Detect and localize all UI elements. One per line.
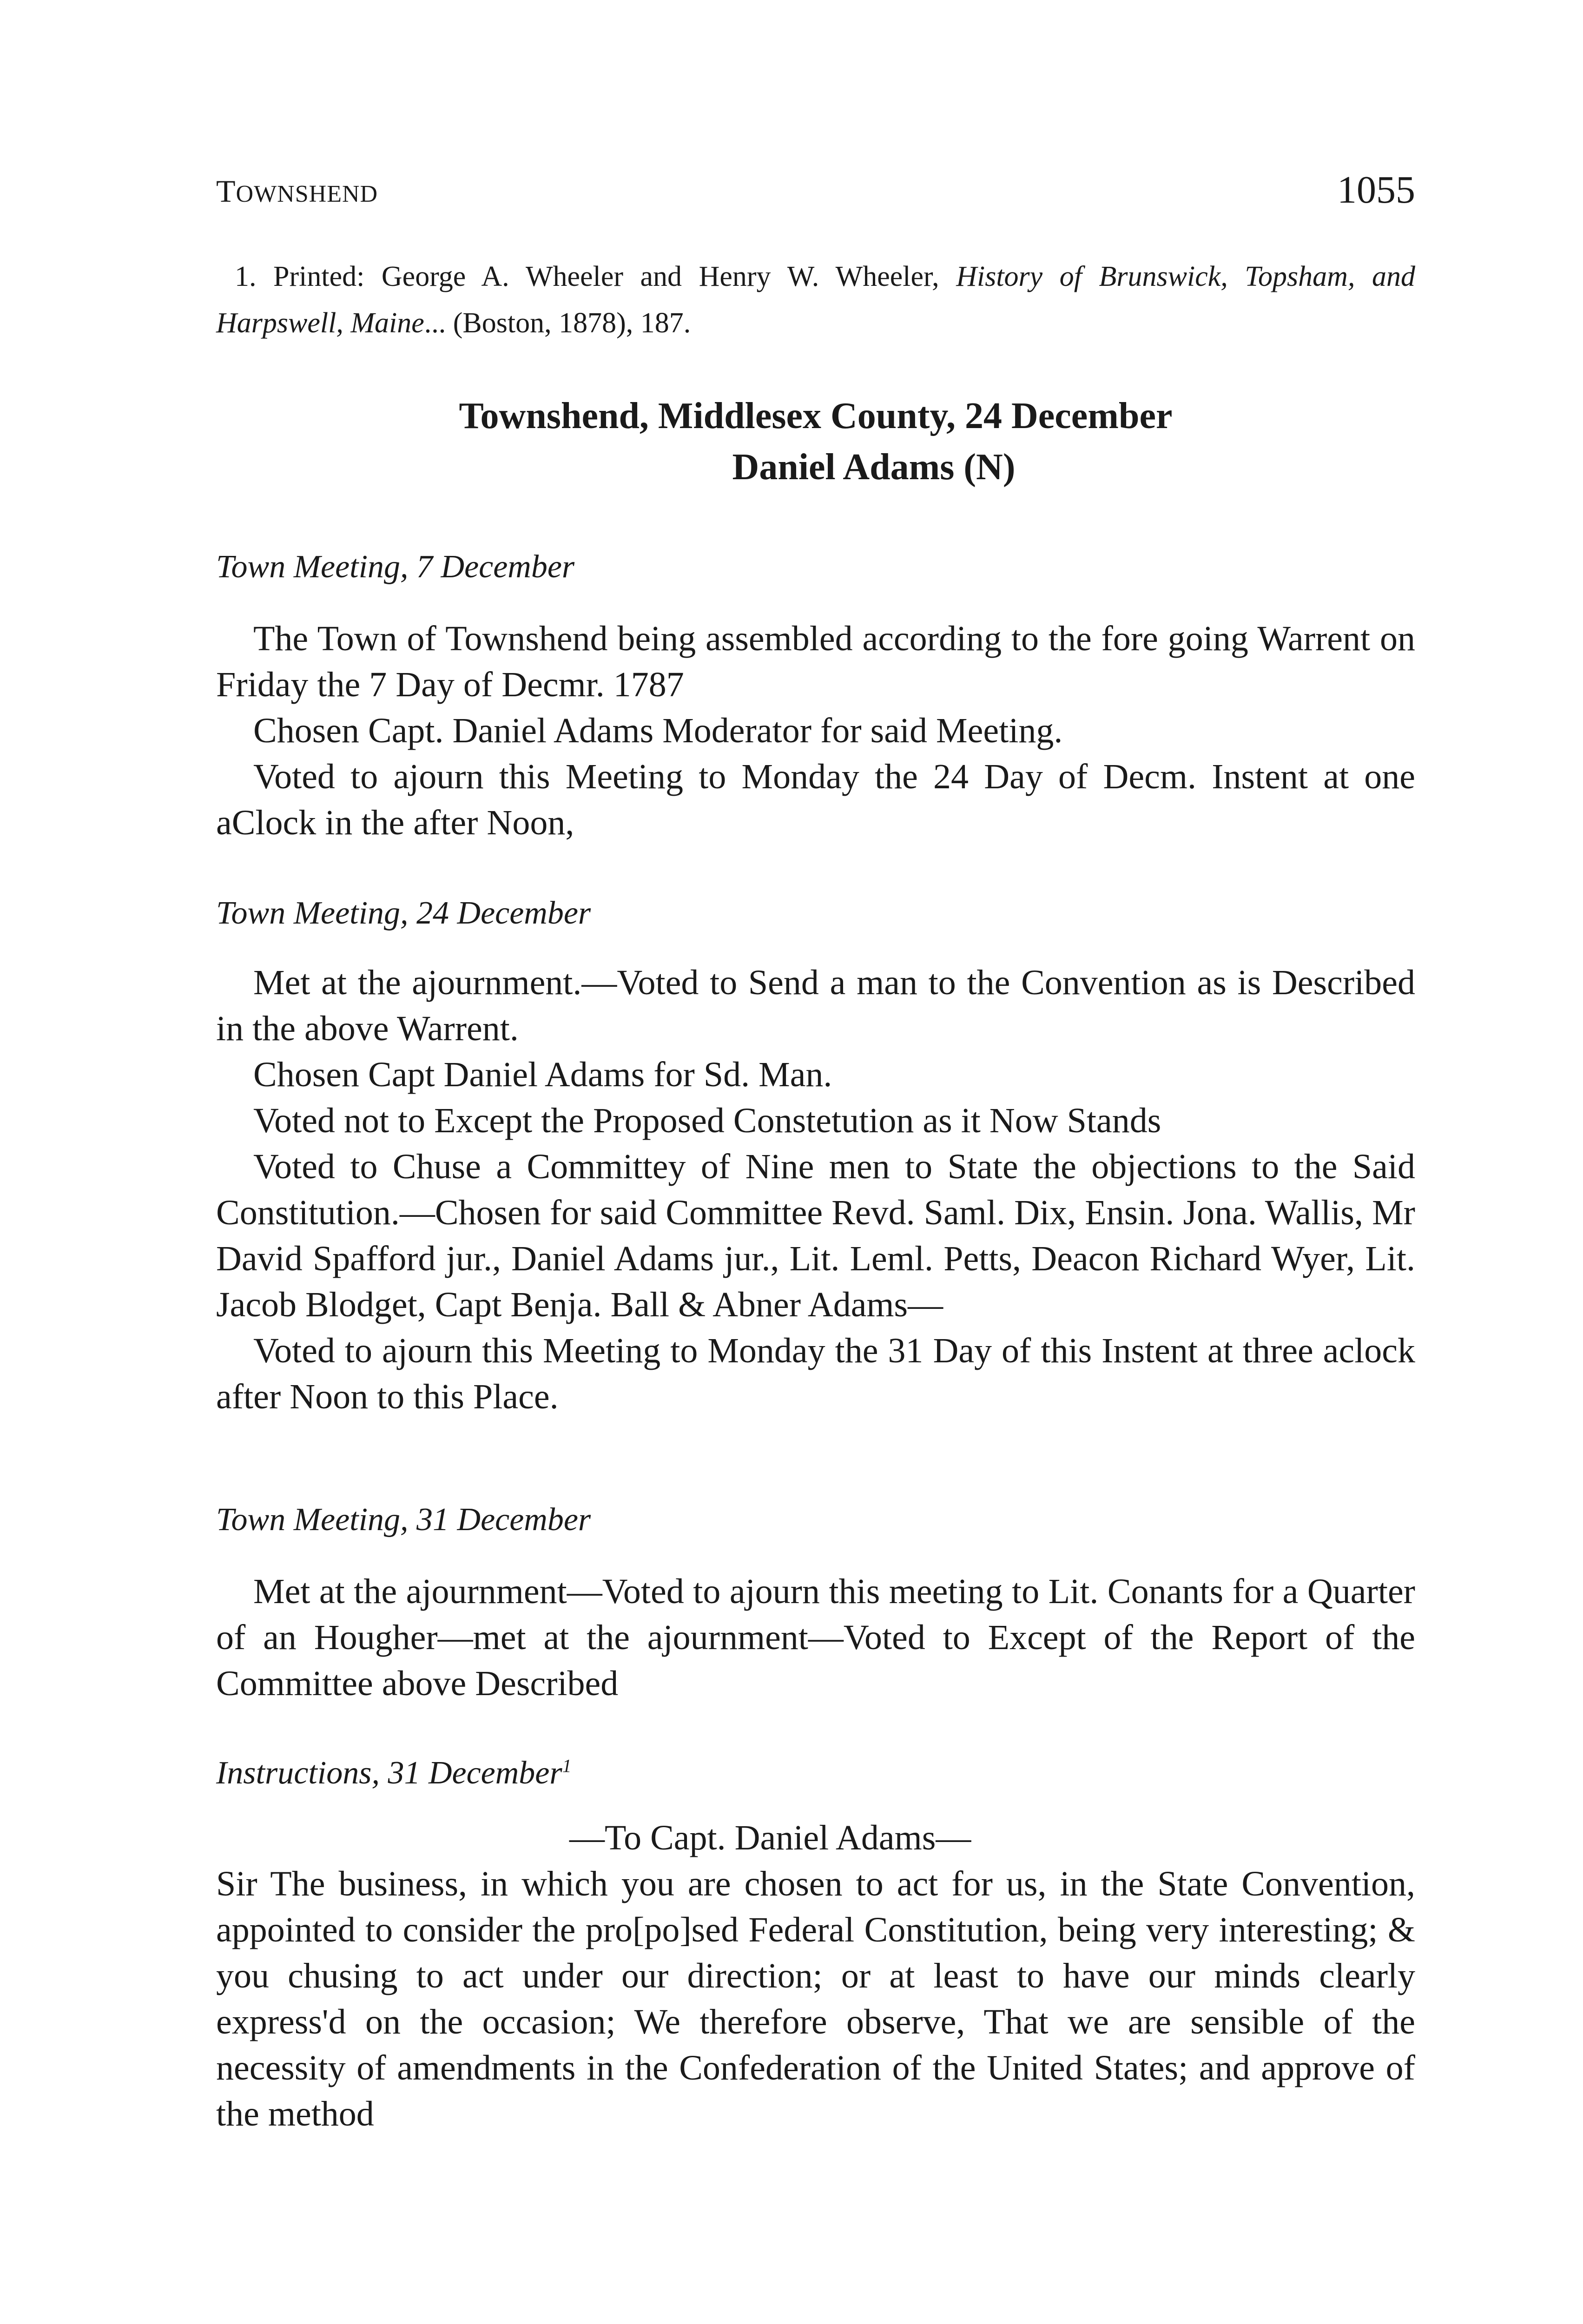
paragraph: Sir The business, in which you are chosen to act for us, in the State Convention, appointed to consider the pro[po]sed Federal Constitution, being very interesting; & you chusing to act under our direction; or at least to have our minds clearly express'd on the occasion; We therefore observe, That we are sensible of the necessity of amendments in the Confederation of the United States; and approve of the method: [216, 1864, 1415, 2133]
paragraph: Met at the ajournment—Voted to ajourn this meeting to Lit. Conants for a Quarter of an Hougher—met at the ajournment—Voted to Except of the Report of the Committee above Described: [216, 1572, 1415, 1703]
footnote-title: History of Brunswick, Topsham, and Harpswell, Maine: [216, 261, 1415, 339]
section-instructions-31-december: [216, 1750, 1415, 2137]
paragraph: Chosen Capt Daniel Adams for Sd. Man.: [253, 1055, 832, 1094]
paragraph: Chosen Capt. Daniel Adams Moderator for said Meeting.: [253, 711, 1063, 750]
section-title: Town Meeting, 24 December: [216, 895, 591, 931]
paragraph: Voted to ajourn this Meeting to Monday the 24 Day of Decm. Instent at one aClock in the after Noon,: [216, 757, 1415, 842]
running-head: [216, 167, 1415, 218]
heading-line-1: Townshend, Middlesex County, 24 December: [459, 396, 1173, 436]
section-title: Town Meeting, 31 December: [216, 1502, 591, 1538]
section-title-text: Instructions, 31 December: [216, 1755, 562, 1791]
paragraph: The Town of Townshend being assembled according to the fore going Warrent on Friday the 7 Day of Decmr. 1787: [216, 619, 1415, 704]
heading-line-2: Daniel Adams (N): [732, 447, 1016, 488]
section-town-meeting-31-december: [216, 1497, 1415, 1707]
section-body: [216, 960, 1415, 1420]
paragraph: Met at the ajournment.—Voted to Send a man to the Convention as is Described in the above Warrent.: [216, 963, 1415, 1048]
section-body: [216, 1569, 1415, 1707]
footnote-marker: 1: [562, 1755, 572, 1776]
footnote-prefix: 1. Printed: George A. Wheeler and Henry W. Wheeler,: [235, 261, 956, 292]
paragraph: Voted not to Except the Proposed Constetution as it Now Stands: [253, 1101, 1161, 1140]
running-head-title-initial: T: [216, 173, 236, 209]
footnote: [216, 253, 1415, 346]
section-town-meeting-24-december: [216, 890, 1415, 1420]
section-body: [216, 1815, 1415, 2137]
document-heading: [216, 390, 1415, 493]
section-title: Town Meeting, 7 December: [216, 549, 575, 585]
paragraph: Voted to Chuse a Committey of Nine men to State the objections to the Said Constitution.—Chosen for said Committee Revd. Saml. Dix, Ensin. Jona. Wallis, Mr David Spafford jur., Daniel Adams jur., Lit. Leml. Petts, Deacon Richard Wyer, Lit. Jacob Blodget, Capt Benja. Ball & Abner Adams—: [216, 1147, 1415, 1324]
address-line: —To Capt. Daniel Adams—: [569, 1818, 971, 1857]
paragraph: Voted to ajourn this Meeting to Monday the 31 Day of this Instent at three aclock after Noon to this Place.: [216, 1331, 1415, 1416]
footnote-suffix: ... (Boston, 1878), 187.: [424, 307, 691, 339]
section-town-meeting-7-december: [216, 544, 1415, 846]
section-body: [216, 616, 1415, 846]
running-head-title-rest: OWNSHEND: [236, 181, 378, 207]
running-head-title: [216, 173, 378, 210]
page-number: 1055: [1337, 168, 1415, 211]
section-title: [216, 1750, 1415, 1796]
document-page: [216, 0, 1415, 2324]
